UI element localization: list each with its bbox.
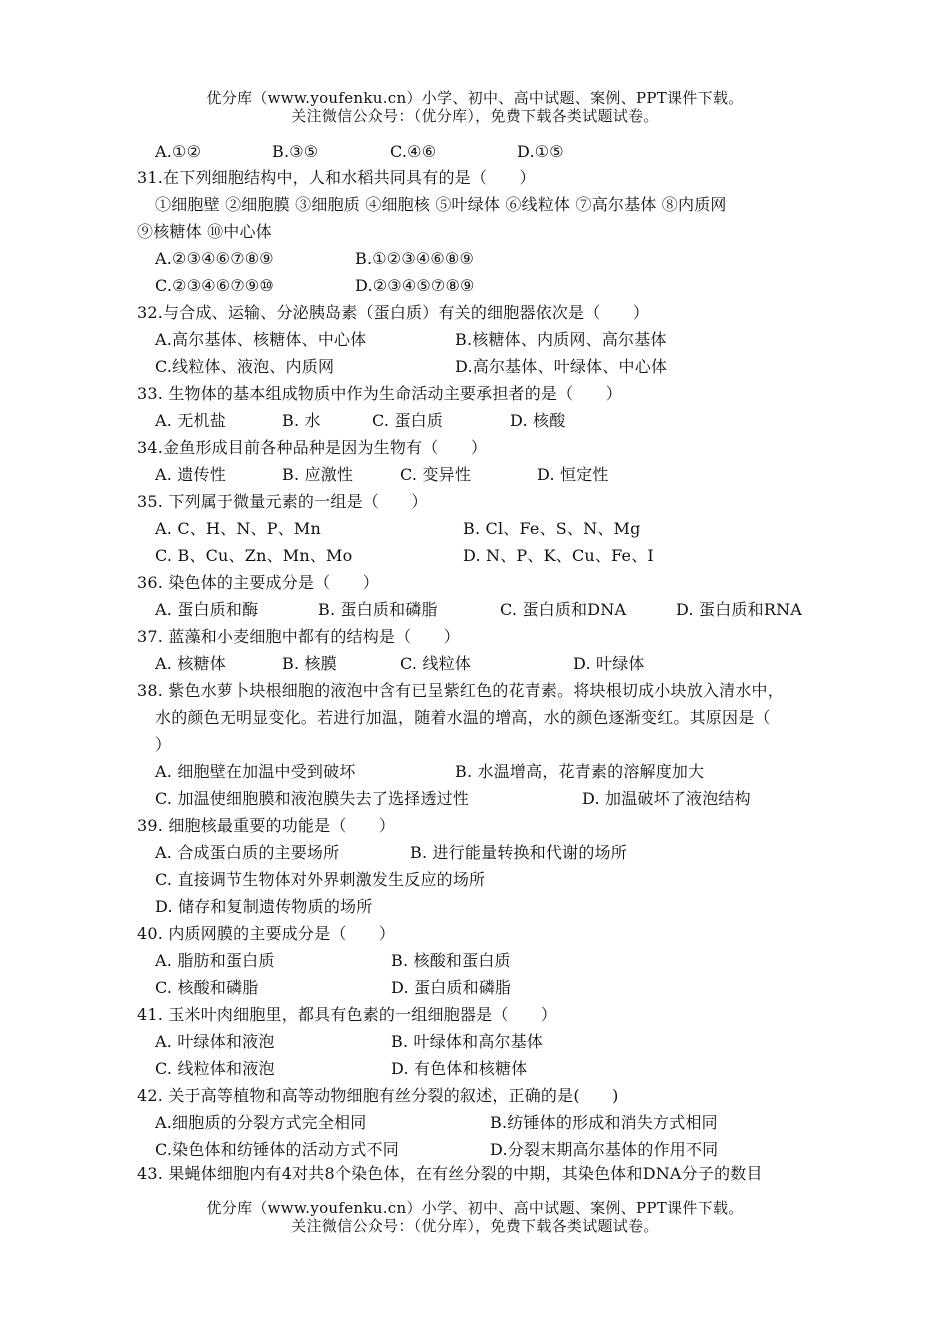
q33-option-c: C. 蛋白质 (372, 411, 444, 430)
q42-option-a: A.细胞质的分裂方式完全相同 (155, 1113, 367, 1132)
q37-stem: 37. 蓝藻和小麦细胞中都有的结构是（ ） (137, 627, 460, 646)
q31-option-b: B.①②③④⑥⑧⑨ (355, 249, 475, 268)
q37-option-b: B. 核膜 (282, 654, 337, 673)
q38-option-b: B. 水温增高，花青素的溶解度加大 (455, 762, 705, 781)
q32-option-a: A.高尔基体、核糖体、中心体 (155, 330, 367, 349)
q40-option-c: C. 核酸和磷脂 (155, 978, 259, 997)
q39-option-c: C. 直接调节生物体对外界刺激发生反应的场所 (155, 870, 486, 889)
q36-option-b: B. 蛋白质和磷脂 (318, 600, 438, 619)
q38-option-c: C. 加温使细胞膜和液泡膜失去了选择透过性 (155, 789, 470, 808)
q42-option-d: D.分裂末期高尔基体的作用不同 (490, 1140, 719, 1159)
q35-option-d: D. N、P、K、Cu、Fe、I (463, 546, 654, 565)
q39-stem: 39. 细胞核最重要的功能是（ ） (137, 816, 396, 835)
q34-option-d: D. 恒定性 (537, 465, 609, 484)
q33-stem: 33. 生物体的基本组成物质中作为生命活动主要承担者的是（ ） (137, 384, 622, 403)
q33-option-a: A. 无机盐 (155, 411, 226, 430)
q42-option-c: C.染色体和纺锤体的活动方式不同 (155, 1140, 399, 1159)
q36-option-a: A. 蛋白质和酶 (155, 600, 259, 619)
q43-stem: 43. 果蝇体细胞内有4对共8个染色体，在有丝分裂的中期，其染色体和DNA分子的数目 (137, 1164, 763, 1183)
q34-option-c: C. 变异性 (400, 465, 472, 484)
q35-option-c: C. B、Cu、Zn、Mn、Mo (155, 546, 353, 565)
q30-option-d: D.①⑤ (517, 142, 564, 161)
q38-option-a: A. 细胞壁在加温中受到破坏 (155, 762, 356, 781)
q30-option-b: B.③⑤ (272, 142, 319, 161)
q32-option-c: C.线粒体、液泡、内质网 (155, 357, 335, 376)
q35-stem: 35. 下列属于微量元素的一组是（ ） (137, 492, 428, 511)
q39-option-d: D. 储存和复制遗传物质的场所 (155, 897, 373, 916)
q38-stem-line-2: 水的颜色无明显变化。若进行加温，随着水温的增高，水的颜色逐渐变红。其原因是（ (155, 708, 771, 727)
q35-option-a: A. C、H、N、P、Mn (155, 519, 321, 538)
q31-option-a: A.②③④⑥⑦⑧⑨ (155, 249, 274, 268)
q40-option-b: B. 核酸和蛋白质 (391, 951, 511, 970)
q41-option-b: B. 叶绿体和高尔基体 (391, 1032, 544, 1051)
q38-option-d: D. 加温破坏了液泡结构 (582, 789, 751, 808)
q30-option-c: C.④⑥ (390, 142, 437, 161)
q32-option-b: B.核糖体、内质网、高尔基体 (455, 330, 667, 349)
q31-list-1: ①细胞壁 ②细胞膜 ③细胞质 ④细胞核 ⑤叶绿体 ⑥线粒体 ⑦高尔基体 ⑧内质网 (155, 195, 727, 214)
q37-option-c: C. 线粒体 (400, 654, 472, 673)
footer-line-1: 优分库（www.youfenku.cn）小学、初中、高中试题、案例、PPT课件下载。 (206, 1199, 744, 1217)
q31-stem: 31.在下列细胞结构中，人和水稻共同具有的是（ ） (137, 168, 536, 187)
q41-stem: 41. 玉米叶肉细胞里，都具有色素的一组细胞器是（ ） (137, 1005, 558, 1024)
q32-stem: 32.与合成、运输、分泌胰岛素（蛋白质）有关的细胞器依次是（ ） (137, 303, 650, 322)
q41-option-c: C. 线粒体和液泡 (155, 1059, 275, 1078)
q40-stem: 40. 内质网膜的主要成分是（ ） (137, 924, 396, 943)
q36-option-c: C. 蛋白质和DNA (500, 600, 627, 619)
q34-option-b: B. 应激性 (282, 465, 354, 484)
q37-option-d: D. 叶绿体 (573, 654, 645, 673)
q31-option-d: D.②③④⑤⑦⑧⑨ (355, 276, 475, 295)
q40-option-a: A. 脂肪和蛋白质 (155, 951, 275, 970)
q33-option-b: B. 水 (282, 411, 321, 430)
q36-stem: 36. 染色体的主要成分是（ ） (137, 573, 379, 592)
header-line-2: 关注微信公众号：（优分库），免费下载各类试题试卷。 (291, 107, 659, 125)
footer-line-2: 关注微信公众号：（优分库），免费下载各类试题试卷。 (291, 1217, 659, 1235)
q34-stem: 34.金鱼形成目前各种品种是因为生物有（ ） (137, 438, 488, 457)
q40-option-d: D. 蛋白质和磷脂 (391, 978, 512, 997)
q41-option-d: D. 有色体和核糖体 (391, 1059, 528, 1078)
q42-stem: 42. 关于高等植物和高等动物细胞有丝分裂的叙述，正确的是( ) (137, 1086, 619, 1105)
q42-option-b: B.纺锤体的形成和消失方式相同 (490, 1113, 718, 1132)
q38-stem-line-1: 38. 紫色水萝卜块根细胞的液泡中含有已呈紫红色的花青素。将块根切成小块放入清水中， (137, 681, 784, 700)
q39-option-b: B. 进行能量转换和代谢的场所 (410, 843, 627, 862)
q39-option-a: A. 合成蛋白质的主要场所 (155, 843, 340, 862)
q35-option-b: B. Cl、Fe、S、N、Mg (463, 519, 641, 538)
q41-option-a: A. 叶绿体和液泡 (155, 1032, 275, 1051)
q33-option-d: D. 核酸 (510, 411, 566, 430)
q30-option-a: A.①② (155, 142, 202, 161)
header-line-1: 优分库（www.youfenku.cn）小学、初中、高中试题、案例、PPT课件下载。 (206, 89, 744, 107)
q37-option-a: A. 核糖体 (155, 654, 226, 673)
q36-option-d: D. 蛋白质和RNA (676, 600, 803, 619)
q31-list-2: ⑨核糖体 ⑩中心体 (137, 222, 272, 241)
q31-option-c: C.②③④⑥⑦⑨⑩ (155, 276, 274, 295)
q32-option-d: D.高尔基体、叶绿体、中心体 (455, 357, 668, 376)
q34-option-a: A. 遗传性 (155, 465, 226, 484)
q38-stem-line-3: ） (155, 735, 172, 754)
